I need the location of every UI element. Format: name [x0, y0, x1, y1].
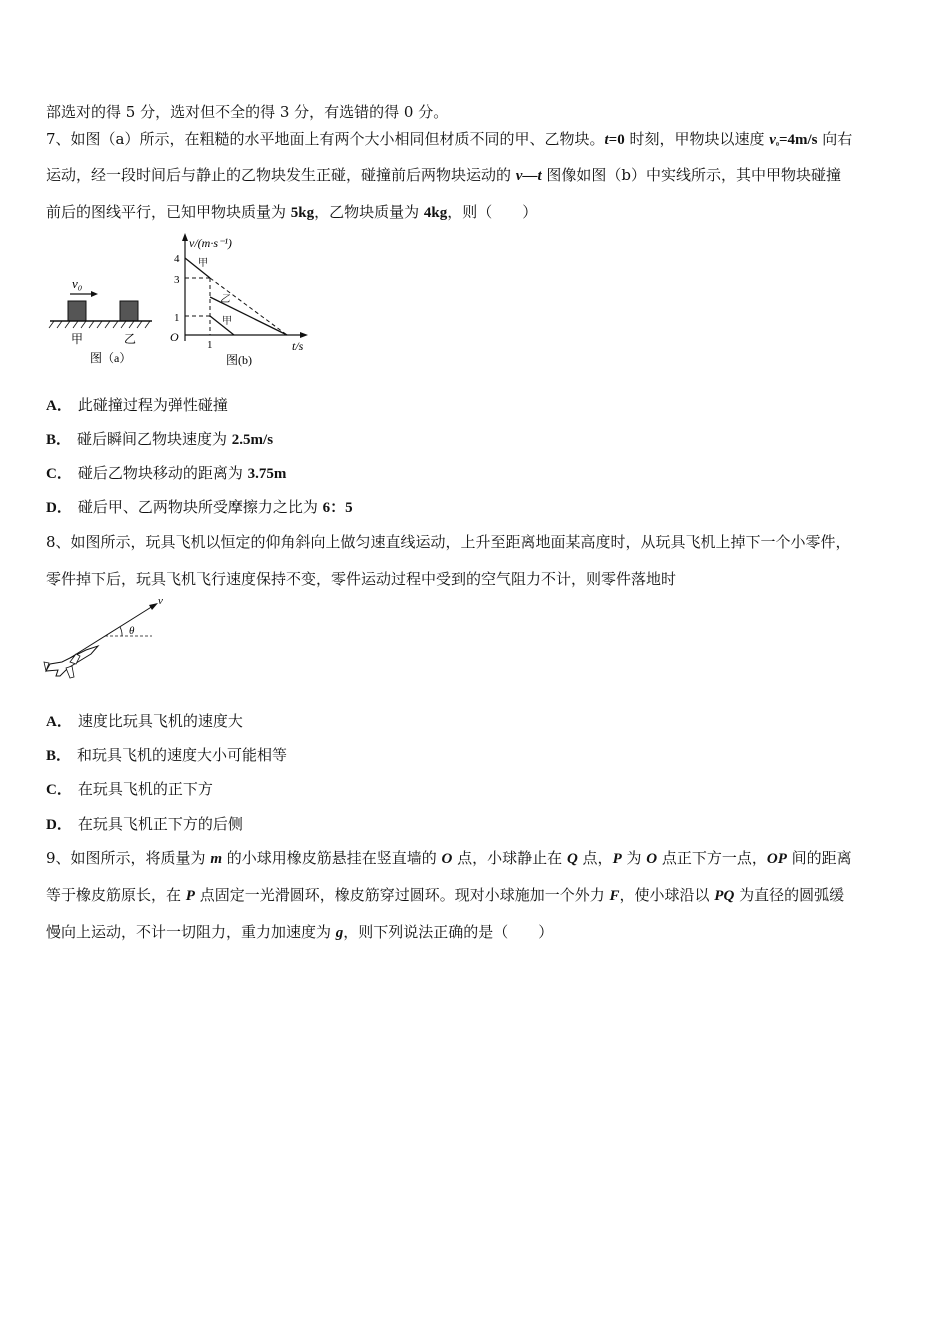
intro-text: 部选对的得 5 分，选对但不全的得 3 分，有选错的得 0 分。: [46, 103, 449, 121]
caption-a: 图（a）: [90, 351, 132, 365]
option-value: 2.5m/s: [231, 432, 274, 448]
q8-option-a[interactable]: [46, 711, 243, 732]
option-value: 3.75m: [247, 466, 287, 482]
q7-var-vt: v—t: [515, 168, 542, 184]
q7-option-c[interactable]: [46, 463, 286, 484]
q7-line-1: [46, 129, 852, 152]
q7-value: =4m/s: [778, 132, 818, 148]
tick-4: 4: [174, 253, 180, 265]
label-jia-low: 甲: [222, 316, 232, 327]
caption-b: 图(b): [226, 353, 252, 367]
q7-var-v: v: [769, 132, 776, 148]
q7-option-d[interactable]: [46, 497, 353, 518]
figure-b: [170, 233, 308, 367]
toy-airplane-icon: [44, 646, 98, 678]
q7-subscript: ₀: [775, 136, 779, 147]
block-yi: [120, 301, 138, 321]
q9-text: ，则下列说法正确的是（ ）: [343, 923, 554, 941]
q7-text: ，则（ ）: [447, 203, 538, 221]
q9-text: 点，小球静止在: [452, 849, 567, 867]
q7-text: 7、如图（a）所示，在粗糙的水平地面上有两个大小相同但材质不同的甲、乙物块。: [46, 130, 605, 148]
ground-hatch: [49, 321, 150, 328]
q9-line-3: [46, 922, 553, 943]
q9-text: 的小球用橡皮筋悬挂在竖直墙的: [222, 849, 442, 867]
angle-arc: [120, 627, 122, 636]
q8-option-d[interactable]: [46, 814, 243, 835]
v-axis-arrowhead: [182, 233, 188, 241]
q8-line-2: [46, 569, 676, 589]
q7-text: 图像如图（b）中实线所示，其中甲物块碰撞: [541, 166, 841, 184]
t-axis-label: t/s: [292, 339, 304, 353]
label-yi-curve: 乙: [220, 294, 230, 305]
q7-value: 5kg: [290, 205, 315, 221]
intro-line: [46, 102, 448, 122]
option-text: 碰后甲、乙两物块所受摩擦力之比为: [77, 498, 323, 516]
q9-var: PQ: [714, 888, 735, 904]
option-text: 碰后乙物块移动的距离为: [77, 464, 248, 482]
option-label: C．: [46, 466, 72, 482]
q7-value: =0: [608, 132, 625, 148]
v0-arrowhead: [91, 291, 98, 297]
option-text: 此碰撞过程为弹性碰撞: [77, 396, 228, 414]
q9-text: 为直径的圆弧缓: [734, 886, 845, 904]
q8-figure: [40, 592, 170, 687]
figure-a: [49, 276, 152, 365]
option-label: C．: [46, 782, 72, 798]
q7-text: 时刻，甲物块以速度: [624, 130, 770, 148]
q9-line-2: [46, 885, 844, 906]
q9-var: m: [210, 851, 222, 867]
q8-text: 零件掉下后，玩具飞机飞行速度保持不变，零件运动过程中受到的空气阻力不计，则零件落地时: [46, 570, 677, 588]
q8-text: 8、如图所示，玩具飞机以恒定的仰角斜向上做匀速直线运动，上升至距离地面某高度时，从玩具飞机上掉下一个小零件，: [46, 533, 851, 551]
option-text: 速度比玩具飞机的速度大: [77, 712, 243, 730]
q9-text: 间的距离: [786, 849, 852, 867]
q7-text: 向右: [817, 130, 853, 148]
angle-label: θ: [129, 625, 135, 637]
v0-label: v₀: [72, 276, 83, 291]
option-text: 在玩具飞机的正下方: [77, 780, 213, 798]
velocity-arrowhead: [149, 603, 158, 610]
q7-option-a[interactable]: [46, 395, 228, 416]
option-text: 碰后瞬间乙物块速度为: [77, 430, 232, 448]
q9-text: ，使小球沿以: [619, 886, 715, 904]
q7-var-t: t: [604, 132, 609, 148]
q7-text: ，乙物块质量为: [314, 203, 424, 221]
q7-line-3: [46, 202, 537, 223]
option-text: 和玩具飞机的速度大小可能相等: [77, 746, 288, 764]
velocity-line: [70, 606, 153, 658]
q7-line-2: [46, 165, 841, 186]
option-text: 在玩具飞机正下方的后侧: [77, 815, 243, 833]
q9-var: O: [441, 851, 453, 867]
q8-option-c[interactable]: [46, 779, 213, 800]
label-jia: 甲: [71, 332, 84, 346]
tick-1: 1: [174, 312, 180, 324]
option-label: B．: [46, 432, 72, 448]
option-label: A．: [46, 398, 72, 414]
option-label: B．: [46, 748, 72, 764]
option-label: A．: [46, 714, 72, 730]
block-jia: [68, 301, 86, 321]
label-jia-top: 甲: [198, 258, 208, 269]
q9-text: 为: [621, 849, 647, 867]
q9-text: 等于橡皮筋原长，在: [46, 886, 186, 904]
label-yi: 乙: [124, 332, 137, 346]
option-label: D．: [46, 500, 72, 516]
option-label: D．: [46, 817, 72, 833]
q9-text: 点，: [577, 849, 613, 867]
q9-var: Q: [566, 851, 578, 867]
q9-var: g: [335, 925, 344, 941]
q8-option-b[interactable]: [46, 745, 287, 766]
q9-line-1: [46, 848, 852, 869]
origin-label: O: [170, 330, 179, 344]
q9-var: P: [612, 851, 622, 867]
q9-var: O: [646, 851, 658, 867]
q7-text: 运动，经一段时间后与静止的乙物块发生正碰，碰撞前后两物块运动的: [46, 166, 516, 184]
q8-line-1: [46, 532, 851, 552]
tick-3: 3: [174, 274, 180, 286]
tick-t1: 1: [207, 339, 213, 351]
q7-option-b[interactable]: [46, 429, 273, 450]
q9-text: 点正下方一点，: [657, 849, 767, 867]
q9-text: 9、如图所示，将质量为: [46, 849, 211, 867]
q9-text: 慢向上运动，不计一切阻力，重力加速度为: [46, 923, 336, 941]
option-value: 6：5: [322, 500, 353, 516]
v-axis-label: v/(m·s⁻¹): [189, 236, 232, 250]
q7-figures: [40, 230, 320, 370]
velocity-label: v: [158, 595, 163, 607]
q7-value: 4kg: [423, 205, 448, 221]
q9-var: OP: [766, 851, 787, 867]
q9-text: 点固定一光滑圆环，橡皮筋穿过圆环。现对小球施加一个外力: [194, 886, 610, 904]
q7-text: 前后的图线平行，已知甲物块质量为: [46, 203, 291, 221]
q9-var: P: [185, 888, 195, 904]
q9-var: F: [609, 888, 620, 904]
t-axis-arrowhead: [300, 332, 308, 338]
